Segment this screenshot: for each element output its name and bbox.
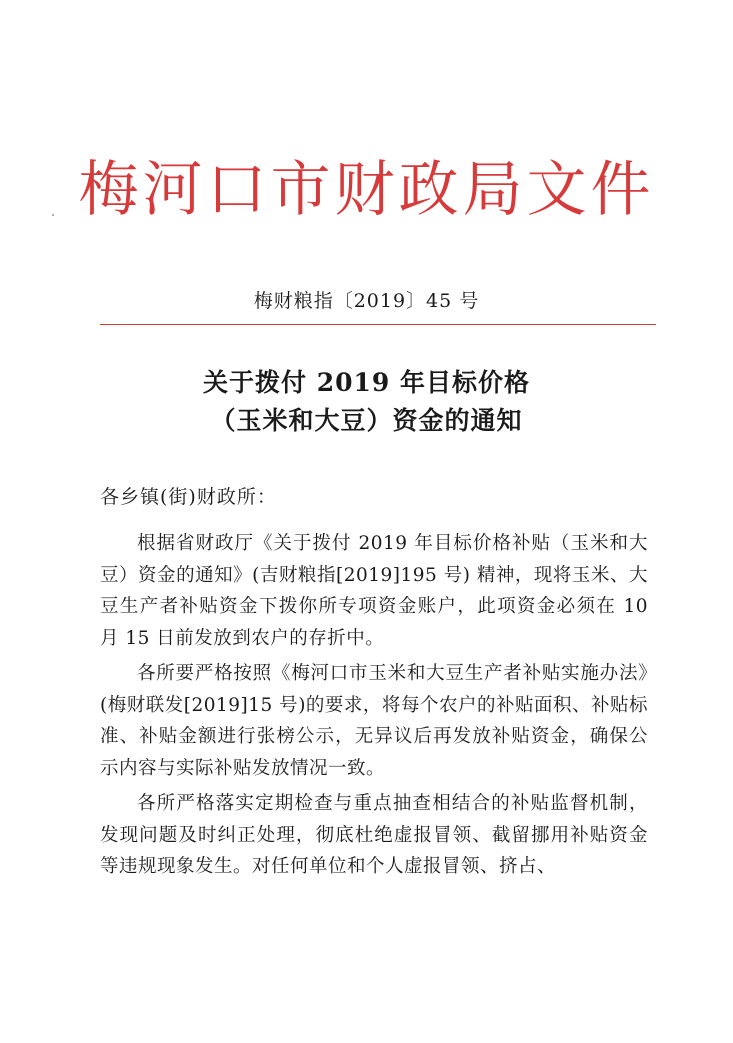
body-text (100, 528, 648, 887)
notice-title (0, 364, 733, 440)
paragraph-2: 各所要严格按照《梅河口市玉米和大豆生产者补贴实施办法》(梅财联发[2019]15 号)的要求，将每个农户的补贴面积、补贴标准、补贴金额进行张榜公示，无异议后再发放补贴资金，确保公示内容与实际补贴发放情况一致。 (100, 663, 648, 779)
document-number: 梅财粮指〔2019〕45 号 (253, 290, 480, 312)
paragraph-1: 根据省财政厅《关于拨付 2019 年目标价格补贴（玉米和大豆）资金的通知》(吉财粮指[2019]195 号) 精神，现将玉米、大豆生产者补贴资金下拨你所专项资金账户，此项资金必须在 10 月 15 日前发放到农户的存折中。 (100, 533, 648, 649)
notice-title-line-2: （玉米和大豆）资金的通知 (210, 406, 523, 435)
header-divider (100, 324, 656, 325)
notice-title-line-1: 关于拨付 2019 年目标价格 (203, 368, 530, 397)
paragraph-3: 各所严格落实定期检查与重点抽查相结合的补贴监督机制，发现问题及时纠正处理，彻底杜绝虚报冒领、截留挪用补贴资金等违规现象发生。对任何单位和个人虚报冒领、挤占、 (100, 793, 648, 877)
document-header-title: 梅河口市财政局文件 (78, 155, 655, 225)
addressee: 各乡镇(街)财政所： (100, 486, 277, 508)
